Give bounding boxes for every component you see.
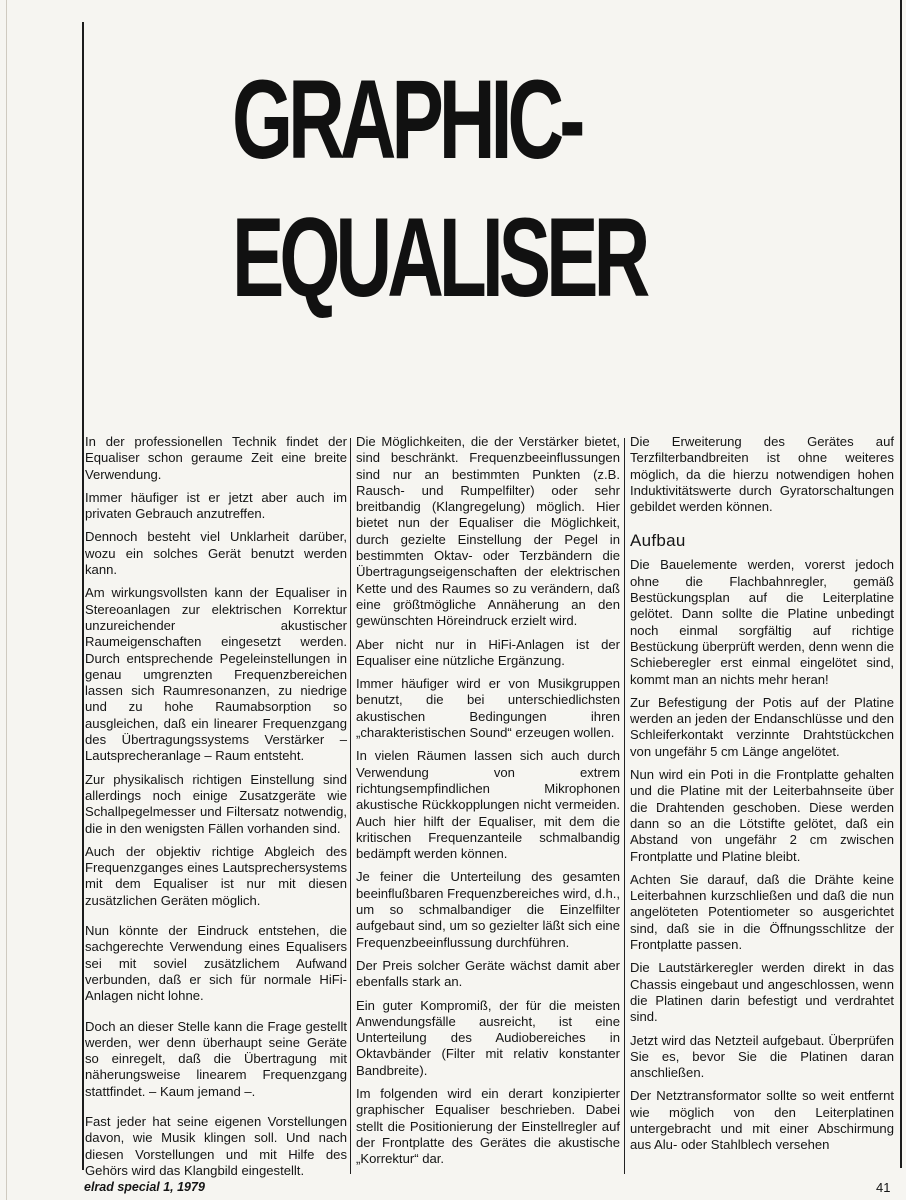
paragraph: Zur Befestigung der Potis auf der Platine werden an jeden der Endanschlüsse und den Schleiferkontakt verzinnte Drahtstückchen von ungefähr 5 cm Länge angelötet. bbox=[630, 694, 894, 759]
article-title bbox=[232, 57, 646, 320]
paragraph: Im folgenden wird ein derart konzipierter graphischer Equaliser beschrieben. Dabei stellt die Positionierung der Einstellregler auf der Frontplatte des Gerätes die akustische „Korrektur“ dar. bbox=[356, 1085, 620, 1167]
paragraph: Nun wird ein Poti in die Frontplatte gehalten und die Platine mit der Leiterbahnseite über die Drahtenden geschoben. Diese werden dann so an die Lötstifte gelötet, daß ein Abstand von ungefähr 2 cm zwischen Frontplatte und Platine bleibt. bbox=[630, 767, 894, 864]
paragraph: Immer häufiger wird er von Musikgruppen benutzt, die bei unterschiedlichsten akustischen Bedingungen ihren „charakteristischen Sound“ erzeugen wollen. bbox=[356, 676, 620, 741]
paragraph: Der Preis solcher Geräte wächst damit aber ebenfalls stark an. bbox=[356, 957, 620, 990]
left-frame-line bbox=[82, 22, 84, 1170]
column-divider-2 bbox=[624, 438, 625, 1174]
text-column-2 bbox=[356, 434, 620, 1174]
column-divider-1 bbox=[350, 438, 351, 1174]
paragraph: Ein guter Kompromiß, der für die meisten Anwendungsfälle ausreicht, ist eine Unterteilung des Audiobereiches in Oktavbänder (Filter mit relativ konstanter Bandbreite). bbox=[356, 997, 620, 1078]
publication-footer: elrad special 1, 1979 bbox=[84, 1180, 205, 1194]
paragraph: Am wirkungsvollsten kann der Equaliser in Stereoanlagen zur elektrischen Korrektur unzureichender akustischer Raumeigenschaften eingesetzt werden. Durch entsprechende Pegeleinstellungen in genau umgrenzten Frequenzbereichen lassen sich Raumresonanzen, zu niedrige und zu hohe Raumabsorption so ausgleichen, daß ein linearer Frequenzgang des Übertragungssystems Verstärker – Lautsprecheranlage – Raum entsteht. bbox=[85, 585, 347, 764]
paragraph: Jetzt wird das Netzteil aufgebaut. Überprüfen Sie es, bevor Sie die Platinen daran anschließen. bbox=[630, 1032, 894, 1081]
paragraph: Aber nicht nur in HiFi-Anlagen ist der Equaliser eine nützliche Ergänzung. bbox=[356, 636, 620, 668]
paragraph: In vielen Räumen lassen sich auch durch Verwendung von extrem richtungsempfindlichen Mikrophonen akustische Rückkopplungen nicht vermeiden. Auch hier hilft der Equaliser, mit dem die kritischen Frequenzanteile schmalbandig bedämpft werden können. bbox=[356, 748, 620, 862]
paragraph: Die Bauelemente werden, vorerst jedoch ohne die Flachbahnregler, gemäß Bestückungsplan auf die Leiterplatine gelötet. Dann sollte die Platine unbedingt noch einmal sorgfältig auf richtige Bestückung überprüft werden, denn wenn die Schieberegler erst einmal eingelötet sind, kommt man an nichts mehr heran! bbox=[630, 557, 894, 687]
paragraph: Immer häufiger ist er jetzt aber auch im privaten Gebrauch anzutreffen. bbox=[85, 489, 347, 522]
paragraph: Doch an dieser Stelle kann die Frage gestellt werden, wer denn überhaupt seine Geräte so einregelt, daß die Übertragung mit näherungsweise linearem Frequenzgang stattfindet. – Kaum jemand –. bbox=[85, 1018, 347, 1099]
paragraph: Die Lautstärkeregler werden direkt in das Chassis eingebaut und angeschlossen, wenn die Platinen darin befestigt und verdrahtet sind. bbox=[630, 960, 894, 1025]
paragraph: Dennoch besteht viel Unklarheit darüber, wozu ein solches Gerät benutzt werden kann. bbox=[85, 529, 347, 578]
paragraph: Fast jeder hat seine eigenen Vorstellungen davon, wie Musik klingen soll. Und nach diesen Vorstellungen und mit Hilfe des Gehörs wird das Klangbild eingestellt. bbox=[85, 1113, 347, 1178]
page-number: 41 bbox=[876, 1180, 891, 1195]
text-column-3 bbox=[630, 434, 894, 1161]
paragraph: Zur physikalisch richtigen Einstellung sind allerdings noch einige Zusatzgeräte wie Schallpegelmesser und Filtersatz notwendig, die in den wenigsten Fällen vorhanden sind. bbox=[85, 771, 347, 836]
paragraph: Je feiner die Unterteilung des gesamten beeinflußbaren Frequenzbereiches wird, d.h., um so schmalbandiger die Einzelfilter aufgebaut sind, um so gezielter läßt sich eine Frequenzbeeinflussung durchführen. bbox=[356, 869, 620, 950]
page-edge bbox=[6, 0, 7, 1200]
paragraph: Nun könnte der Eindruck entstehen, die sachgerechte Verwendung eines Equalisers sei mit soviel zusätzlichem Aufwand verbunden, daß er sich für normale HiFi-Anlagen nicht lohne. bbox=[85, 923, 347, 1004]
title-line-2: EQUALISER bbox=[232, 195, 646, 320]
text-column-1 bbox=[85, 434, 347, 1186]
section-heading: Aufbau bbox=[630, 531, 686, 551]
paragraph: Die Möglichkeiten, die der Verstärker bietet, sind beschränkt. Frequenzbeeinflussungen sind nur an bestimmten Punkten (z.B. Rausch- und Rumpelfilter) oder sehr breitbandig (Klangregelung) möglich. Hier bietet nun der Equaliser die Möglichkeit, durch gezielte Einstellung der Pegel in bestimmten Oktav- oder Terzbändern die Übertragungseigenschaften der elektrischen Kette und des Raumes so zu verändern, daß eine größtmögliche Annäherung an den gewünschten Höreindruck erzielt wird. bbox=[356, 434, 620, 629]
title-line-1: GRAPHIC- bbox=[232, 57, 581, 182]
paragraph: Auch der objektiv richtige Abgleich des Frequenzganges eines Lautsprechersystems mit dem Equaliser ist nur mit diesen zusätzlichen Geräten möglich. bbox=[85, 843, 347, 908]
paragraph: In der professionellen Technik findet der Equaliser schon geraume Zeit eine breite Verwendung. bbox=[85, 434, 347, 482]
paragraph: Achten Sie darauf, daß die Drähte keine Leiterbahnen kurzschließen und daß die nun angelöteten Potentiometer so ausgerichtet sind, daß sie in die Öffnungsschlitze der Frontplatte passen. bbox=[630, 871, 894, 953]
paragraph: Der Netztransformator sollte so weit entfernt wie möglich von den Leiterplatinen untergebracht und mit einer Abschirmung aus Alu- oder Stahlblech versehen bbox=[630, 1088, 894, 1153]
paragraph: Die Erweiterung des Gerätes auf Terzfilterbandbreiten ist ohne weiteres möglich, da die hierzu notwendigen hohen Induktivitätswerte durch Gyratorschaltungen gebildet werden können. bbox=[630, 434, 894, 515]
right-frame-line bbox=[900, 0, 902, 1168]
